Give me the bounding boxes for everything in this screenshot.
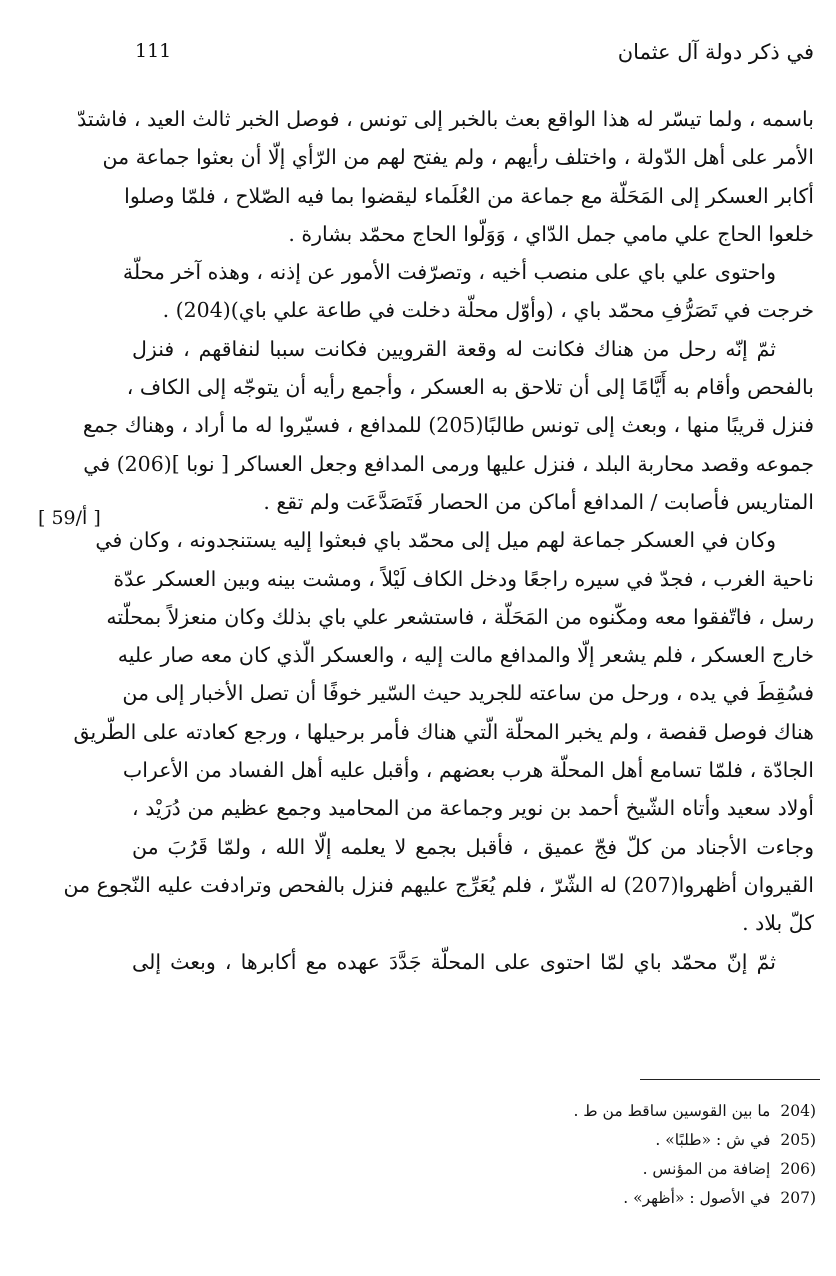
text-line: وكان في العسكر جماعة لهم ميل إلى محمّد باي فبعثوا إليه يستنجدونه ، وكان في xyxy=(95,528,776,553)
text-line: القيروان أظهروا(207) له الشّرّ ، فلم يُعَرِّج عليهم فنزل بالفحص وترادفت عليه النّجوع من xyxy=(63,872,814,897)
footnote-text: إضافة من المؤنس . xyxy=(642,1160,771,1178)
running-header-title: في ذكر دولة آل عثمان xyxy=(617,40,814,64)
text-line: خلعوا الحاج علي مامي جمل الدّاي ، وَوَلّوا الحاج محمّد بشارة . xyxy=(288,221,814,246)
text-line: ثمّ إنّ محمّد باي لمّا احتوى على المحلّة جَدَّدَ عهده مع أكابرها ، وبعث إلى xyxy=(132,949,776,974)
footnote xyxy=(456,1097,816,1126)
footnote-text: ما بين القوسين ساقط من ط . xyxy=(573,1102,771,1120)
text-line: الجادّة ، فلمّا تسامع أهل المحلّة هرب بعضهم ، وأقبل عليه أهل الفساد من الأعراب xyxy=(122,758,814,783)
footnote-number: 207) xyxy=(780,1189,816,1207)
footnote-number: 205) xyxy=(780,1131,816,1149)
manuscript-folio-marker: [ 59/أ ] xyxy=(38,507,101,529)
text-line: الأمر على أهل الدّولة ، واختلف رأيهم ، ولم يفتح لهم من الرّأي إلّا أن بعثوا جماعة من xyxy=(102,145,814,170)
text-line: باسمه ، ولما تيسّر له هذا الواقع بعث بالخبر إلى تونس ، فوصل الخبر ثالث العيد ، فاشتدّ xyxy=(77,107,814,131)
text-line: المتاريس فأصابت / المدافع أماكن من الحصار فَتَصَدَّعَت ولم تقع . xyxy=(263,489,814,514)
text-line: ثمّ إنّه رحل من هناك فكانت له وقعة القرويين فكانت سببا لنفاقهم ، فنزل xyxy=(132,336,776,361)
footnotes xyxy=(456,1097,816,1213)
footnote xyxy=(456,1126,816,1155)
footnote xyxy=(456,1184,816,1213)
text-line: فسُقِطَ في يده ، ورحل من ساعته للجريد حيث السّير خوفًا أن تصل الأخبار إلى من xyxy=(122,681,814,706)
text-line: فنزل قريبًا منها ، وبعث إلى تونس طالبًا(205) للمدافع ، فسيّروا له ما أراد ، وهناك جمع xyxy=(82,413,814,438)
text-line: خارج العسكر ، فلم يشعر إلّا والمدافع مالت إليه ، والعسكر الّذي كان معه صار عليه xyxy=(117,643,814,668)
footnote-text: في ش : «طلبًا» . xyxy=(655,1131,771,1149)
footnote xyxy=(456,1155,816,1184)
footnote-text: في الأصول : «أظهر» . xyxy=(623,1189,771,1207)
footnote-number: 204) xyxy=(780,1102,816,1120)
text-line: خرجت في تَصَرُّفِ محمّد باي ، (وأوّل محلّة دخلت في طاعة علي باي)(204) . xyxy=(162,298,814,323)
text-line: كلّ بلاد . xyxy=(742,911,814,936)
text-line: جموعه وقصد محاربة البلد ، فنزل عليها ورمى المدافع وجعل العساكر [ نوبا ](206) في xyxy=(83,451,814,476)
page-number: 111 xyxy=(135,40,172,62)
footnote-number: 206) xyxy=(780,1160,816,1178)
text-line: رسل ، فاتّفقوا معه ومكّنوه من المَحَلّة ، فاستشعر علي باي بذلك وكان منعزلاً بمحلّته xyxy=(106,604,814,629)
text-line: بالفحص وأقام به أَيَّامًا إلى أن تلاحق به العسكر ، وأجمع رأيه أن يتوجّه إلى الكاف ، xyxy=(126,375,814,400)
footnote-separator xyxy=(640,1079,820,1080)
text-line: ناحية الغرب ، فجدّ في سيره راجعًا ودخل الكاف لَيْلاً ، ومشت بينه وبين العسكر عدّة xyxy=(113,566,814,591)
text-line: هناك فوصل قفصة ، ولم يخبر المحلّة الّتي هناك فأمر برحيلها ، ورجع كعادته على الطّريق xyxy=(73,719,814,744)
text-line: أكابر العسكر إلى المَحَلّة مع جماعة من العُلَماء ليقضوا بما فيه الصّلاح ، فلمّا وصلوا xyxy=(124,183,814,208)
text-line: أولاد سعيد وأتاه الشّيخ أحمد بن نوير وجماعة من المحاميد وجمع عظيم من دُرَيْد ، xyxy=(132,796,814,821)
text-line: وجاءت الأجناد من كلّ فجّ عميق ، فأقبل بجمع لا يعلمه إلّا الله ، ولمّا قَرُبَ من xyxy=(132,834,814,859)
text-line: واحتوى علي باي على منصب أخيه ، وتصرّفت الأمور عن إذنه ، وهذه آخر محلّة xyxy=(122,260,776,285)
